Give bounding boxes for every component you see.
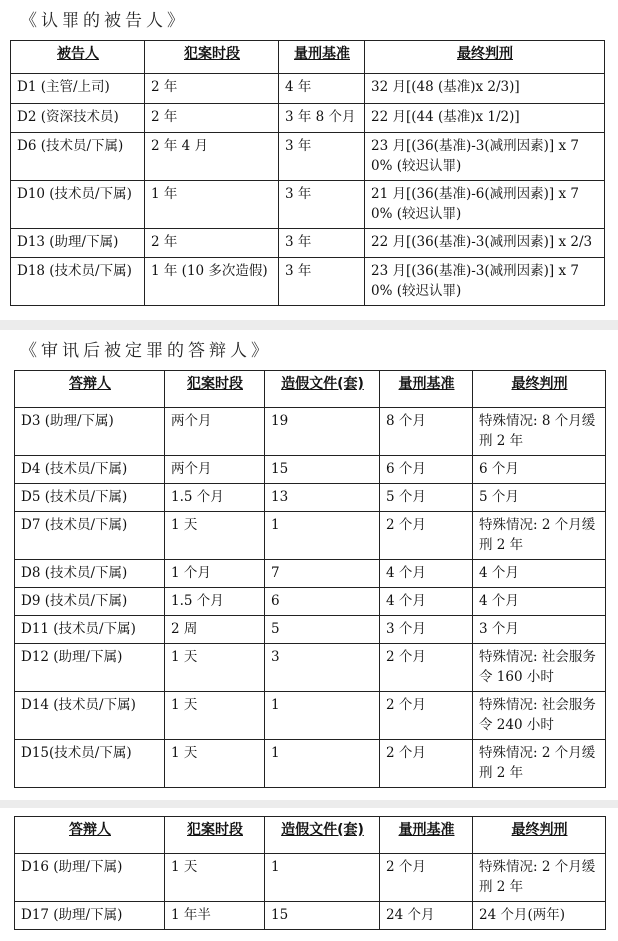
table-row	[11, 229, 605, 258]
cell-benchmark: 3 年	[279, 133, 365, 181]
cell-final-sentence: 6 个月	[473, 456, 606, 484]
cell-respondent: D12 (助理/下属)	[15, 644, 165, 692]
table-row	[15, 692, 606, 740]
cell-final-sentence: 特殊情况: 2 个月缓刑 2 年	[473, 854, 606, 902]
col-header-respondent: 答辩人	[15, 371, 165, 408]
cell-forged-documents: 1	[265, 854, 380, 902]
cell-defendant: D6 (技术员/下属)	[11, 133, 145, 181]
cell-final-sentence: 23 月[(36(基准)-3(减刑因素)] x 70% (较迟认罪)	[365, 258, 605, 306]
cell-benchmark: 2 个月	[380, 692, 473, 740]
cell-offence-period: 1 年半	[165, 902, 265, 930]
cell-benchmark: 8 个月	[380, 408, 473, 456]
cell-defendant: D2 (资深技术员)	[11, 104, 145, 133]
table-row	[15, 644, 606, 692]
cell-offence-period: 2 年	[145, 74, 279, 104]
cell-final-sentence: 特殊情况: 社会服务令 240 小时	[473, 692, 606, 740]
cell-offence-period: 1 年 (10 多次造假)	[145, 258, 279, 306]
col-header-offence-period: 犯案时段	[165, 817, 265, 854]
cell-respondent: D15(技术员/下属)	[15, 740, 165, 788]
col-header-offence-period: 犯案时段	[145, 41, 279, 74]
cell-respondent: D7 (技术员/下属)	[15, 512, 165, 560]
cell-offence-period: 两个月	[165, 456, 265, 484]
cell-benchmark: 5 个月	[380, 484, 473, 512]
cell-final-sentence: 4 个月	[473, 588, 606, 616]
cell-offence-period: 两个月	[165, 408, 265, 456]
col-header-sentencing-benchmark: 量刑基准	[380, 371, 473, 408]
cell-offence-period: 1 天	[165, 644, 265, 692]
cell-forged-documents: 5	[265, 616, 380, 644]
cell-respondent: D16 (助理/下属)	[15, 854, 165, 902]
cell-offence-period: 1 天	[165, 512, 265, 560]
cell-final-sentence: 5 个月	[473, 484, 606, 512]
cell-forged-documents: 1	[265, 512, 380, 560]
cell-benchmark: 3 年	[279, 229, 365, 258]
col-header-defendant: 被告人	[11, 41, 145, 74]
cell-offence-period: 1 天	[165, 854, 265, 902]
cell-forged-documents: 15	[265, 456, 380, 484]
cell-forged-documents: 1	[265, 740, 380, 788]
cell-offence-period: 1.5 个月	[165, 484, 265, 512]
cell-forged-documents: 13	[265, 484, 380, 512]
col-header-forged-documents: 造假文件(套)	[265, 371, 380, 408]
cell-benchmark: 4 个月	[380, 560, 473, 588]
cell-offence-period: 1 天	[165, 692, 265, 740]
cell-forged-documents: 6	[265, 588, 380, 616]
col-header-final-sentence: 最终判刑	[473, 371, 606, 408]
cell-final-sentence: 特殊情况: 2 个月缓刑 2 年	[473, 740, 606, 788]
cell-benchmark: 2 个月	[380, 740, 473, 788]
cell-benchmark: 3 年	[279, 258, 365, 306]
cell-final-sentence: 22 月[(36(基准)-3(减刑因素)] x 2/3	[365, 229, 605, 258]
cell-final-sentence: 4 个月	[473, 560, 606, 588]
cell-final-sentence: 22 月[(44 (基准)x 1/2)]	[365, 104, 605, 133]
cell-offence-period: 1 个月	[165, 560, 265, 588]
cell-respondent: D9 (技术员/下属)	[15, 588, 165, 616]
cell-final-sentence: 特殊情况: 社会服务令 160 小时	[473, 644, 606, 692]
cell-offence-period: 1 年	[145, 181, 279, 229]
cell-offence-period: 2 年 4 月	[145, 133, 279, 181]
cell-benchmark: 2 个月	[380, 854, 473, 902]
cell-benchmark: 24 个月	[380, 902, 473, 930]
col-header-respondent: 答辩人	[15, 817, 165, 854]
cell-offence-period: 2 周	[165, 616, 265, 644]
cell-final-sentence: 24 个月(两年)	[473, 902, 606, 930]
table-row	[15, 902, 606, 930]
cell-respondent: D14 (技术员/下属)	[15, 692, 165, 740]
cell-forged-documents: 3	[265, 644, 380, 692]
header-row	[15, 817, 606, 854]
col-header-sentencing-benchmark: 量刑基准	[380, 817, 473, 854]
table-row	[15, 588, 606, 616]
cell-defendant: D1 (主管/上司)	[11, 74, 145, 104]
table-row	[15, 456, 606, 484]
convicted-respondents-table-continued	[14, 816, 606, 930]
section-heading: 《审讯后被定罪的答辩人》	[20, 341, 272, 361]
table-row	[15, 740, 606, 788]
header-row	[11, 41, 605, 74]
cell-forged-documents: 19	[265, 408, 380, 456]
cell-final-sentence: 23 月[(36(基准)-3(减刑因素)] x 70% (较迟认罪)	[365, 133, 605, 181]
header-row	[15, 371, 606, 408]
cell-final-sentence: 32 月[(48 (基准)x 2/3)]	[365, 74, 605, 104]
table-row	[11, 258, 605, 306]
col-header-sentencing-benchmark: 量刑基准	[279, 41, 365, 74]
cell-respondent: D3 (助理/下属)	[15, 408, 165, 456]
cell-benchmark: 4 个月	[380, 588, 473, 616]
cell-offence-period: 2 年	[145, 229, 279, 258]
cell-defendant: D18 (技术员/下属)	[11, 258, 145, 306]
confessed-defendants-table	[10, 40, 605, 306]
cell-forged-documents: 15	[265, 902, 380, 930]
table-row	[15, 408, 606, 456]
section-heading: 《认罪的被告人》	[20, 11, 188, 31]
convicted-respondents-table	[14, 370, 606, 788]
table-row	[11, 181, 605, 229]
panel-confessed	[0, 0, 618, 320]
cell-benchmark: 3 年 8 个月	[279, 104, 365, 133]
cell-forged-documents: 1	[265, 692, 380, 740]
cell-respondent: D5 (技术员/下属)	[15, 484, 165, 512]
cell-final-sentence: 特殊情况: 2 个月缓刑 2 年	[473, 512, 606, 560]
cell-defendant: D10 (技术员/下属)	[11, 181, 145, 229]
table-row	[11, 133, 605, 181]
col-header-final-sentence: 最终判刑	[473, 817, 606, 854]
table-row	[15, 854, 606, 902]
cell-final-sentence: 21 月[(36(基准)-6(减刑因素)] x 70% (较迟认罪)	[365, 181, 605, 229]
panel-convicted-after-trial	[0, 330, 618, 800]
cell-benchmark: 6 个月	[380, 456, 473, 484]
table-row	[11, 104, 605, 133]
cell-respondent: D4 (技术员/下属)	[15, 456, 165, 484]
cell-defendant: D13 (助理/下属)	[11, 229, 145, 258]
col-header-offence-period: 犯案时段	[165, 371, 265, 408]
cell-benchmark: 4 年	[279, 74, 365, 104]
cell-benchmark: 2 个月	[380, 644, 473, 692]
cell-respondent: D8 (技术员/下属)	[15, 560, 165, 588]
cell-forged-documents: 7	[265, 560, 380, 588]
table-row	[15, 512, 606, 560]
table-row	[15, 560, 606, 588]
table-row	[11, 74, 605, 104]
cell-offence-period: 1.5 个月	[165, 588, 265, 616]
cell-benchmark: 2 个月	[380, 512, 473, 560]
cell-benchmark: 3 个月	[380, 616, 473, 644]
cell-final-sentence: 特殊情况: 8 个月缓刑 2 年	[473, 408, 606, 456]
cell-respondent: D11 (技术员/下属)	[15, 616, 165, 644]
panel-convicted-continued	[0, 808, 618, 941]
col-header-forged-documents: 造假文件(套)	[265, 817, 380, 854]
cell-benchmark: 3 年	[279, 181, 365, 229]
col-header-final-sentence: 最终判刑	[365, 41, 605, 74]
table-row	[15, 616, 606, 644]
cell-respondent: D17 (助理/下属)	[15, 902, 165, 930]
cell-final-sentence: 3 个月	[473, 616, 606, 644]
table-row	[15, 484, 606, 512]
cell-offence-period: 2 年	[145, 104, 279, 133]
cell-offence-period: 1 天	[165, 740, 265, 788]
